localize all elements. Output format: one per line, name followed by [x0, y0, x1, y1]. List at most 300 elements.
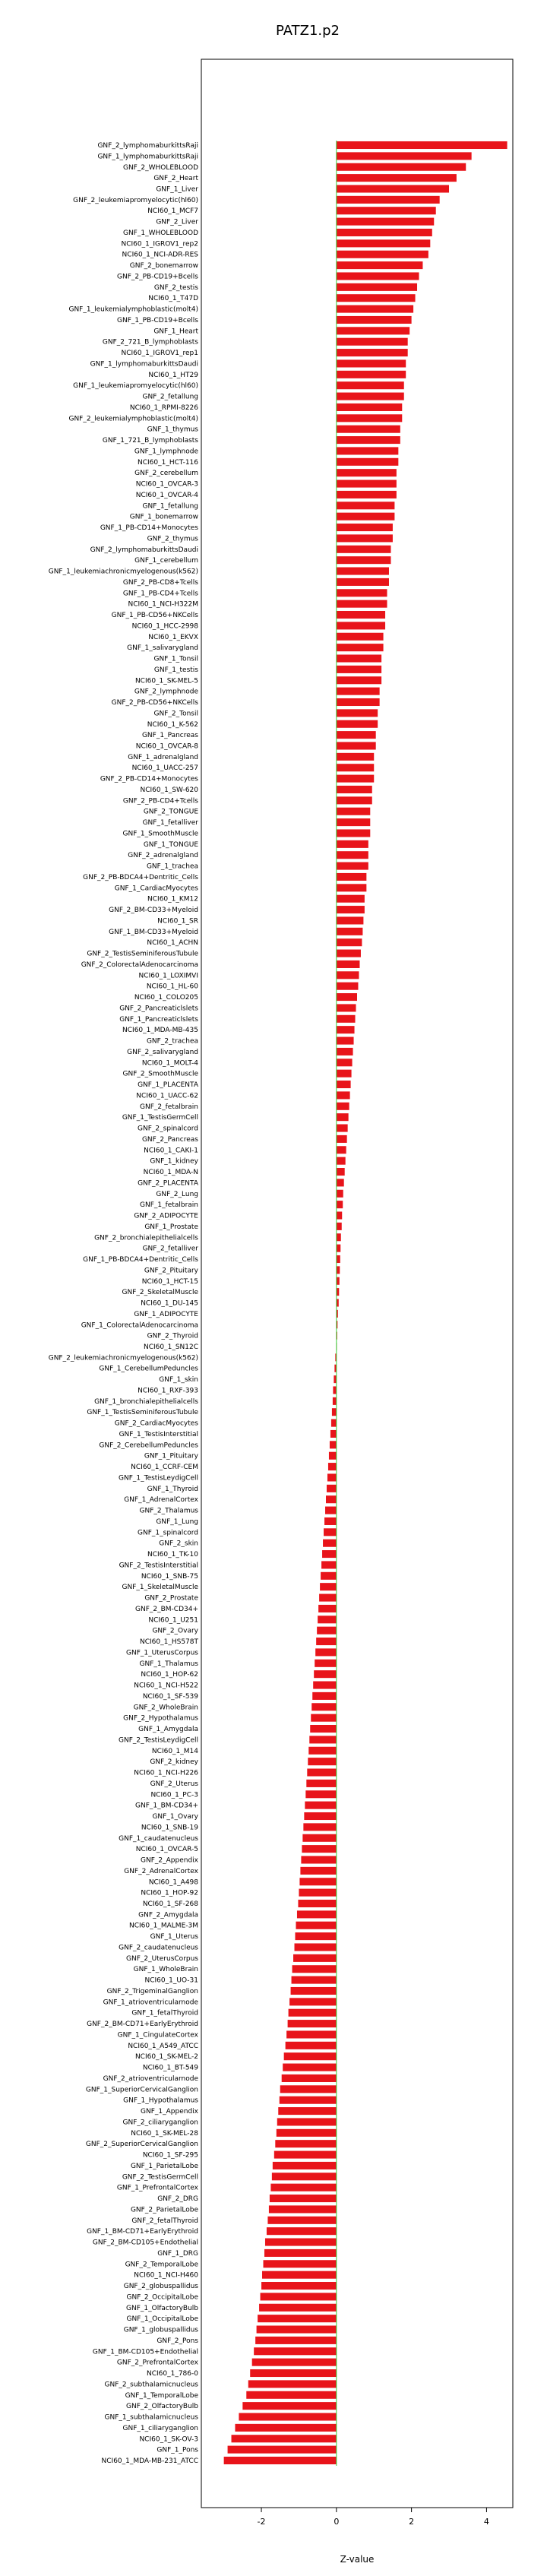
category-label: GNF_2_ParietalLobe — [130, 2206, 198, 2214]
bar — [331, 1419, 337, 1427]
category-label: NCI60_1_SNB-19 — [141, 1824, 198, 1832]
category-label: GNF_2_cerebellum — [134, 470, 198, 478]
bar — [300, 1867, 336, 1875]
bar — [337, 1113, 349, 1121]
category-label: GNF_1_thymus — [147, 426, 198, 434]
category-label: GNF_2_adrenalgland — [128, 852, 198, 860]
category-label: GNF_2_leukemiapromyelocytic(hl60) — [73, 196, 198, 204]
bar — [337, 447, 399, 454]
bar — [299, 1878, 336, 1885]
bar — [242, 2402, 336, 2410]
category-label: GNF_1_Heart — [153, 328, 198, 336]
bar — [337, 1059, 353, 1066]
category-label: GNF_2_PB-CD14+Monocytes — [100, 775, 198, 783]
category-label: GNF_2_TONGUE — [143, 808, 198, 816]
category-label: GNF_2_Appendix — [141, 1856, 198, 1865]
bar — [309, 1736, 337, 1743]
bar — [323, 1540, 337, 1547]
bar — [337, 218, 434, 226]
category-label: NCI60_1_OVCAR-8 — [135, 742, 198, 751]
category-label: GNF_1_TestisInterstitial — [119, 1430, 198, 1438]
bar — [337, 633, 384, 641]
bar — [261, 2293, 337, 2300]
bar — [232, 2435, 337, 2442]
category-label: GNF_1_Thyroid — [147, 1485, 198, 1493]
bar — [337, 371, 406, 378]
category-label: GNF_2_OlfactoryBulb — [126, 2403, 198, 2411]
category-label: GNF_1_Tonsil — [153, 655, 198, 663]
x-tick-label: 0 — [334, 2517, 340, 2527]
bar — [321, 1572, 337, 1580]
bar — [327, 1485, 337, 1492]
category-label: NCI60_1_SK-MEL-2 — [134, 2053, 198, 2062]
bar — [267, 2227, 337, 2235]
category-label: NCI60_1_MDA-MB-231_ATCC — [101, 2457, 198, 2465]
bar — [315, 1660, 337, 1667]
category-label: GNF_2_salivarygland — [127, 1048, 198, 1056]
bar — [337, 524, 393, 531]
bar — [301, 1856, 336, 1863]
category-label: GNF_1_spinalcord — [138, 1529, 198, 1537]
bar — [254, 2347, 337, 2355]
category-label: NCI60_1_LOXIMVI — [138, 972, 198, 980]
bar — [282, 2074, 337, 2082]
bar — [326, 1495, 337, 1503]
category-label: NCI60_1_CCRF-CEM — [131, 1464, 198, 1472]
bar — [250, 2369, 337, 2377]
category-label: GNF_2_Thyroid — [147, 1332, 198, 1340]
category-label: GNF_2_PB-CD56+NKCells — [111, 699, 198, 707]
bar — [330, 1441, 337, 1448]
bar — [337, 938, 362, 946]
category-label: GNF_2_Amygdala — [138, 1911, 198, 1919]
category-label: GNF_1_OlfactoryBulb — [126, 2304, 198, 2312]
category-label: NCI60_1_TK-10 — [147, 1551, 198, 1559]
category-label: NCI60_1_HOP-62 — [141, 1671, 198, 1679]
category-label: GNF_2_BM-CD105+Endothelial — [92, 2239, 198, 2247]
category-label: NCI60_1_UACC-62 — [136, 1092, 198, 1100]
bar — [288, 2020, 337, 2027]
bar — [265, 2239, 337, 2246]
category-label: GNF_2_TrigeminalGanglion — [106, 1987, 198, 1995]
bar — [337, 480, 397, 488]
category-label: NCI60_1_HCT-15 — [141, 1277, 198, 1286]
bar — [228, 2446, 337, 2454]
category-label: NCI60_1_SK-MEL-5 — [134, 677, 198, 685]
category-label: GNF_1_globuspallidus — [123, 2326, 198, 2334]
bar — [272, 2173, 337, 2180]
bar — [337, 589, 387, 597]
category-label: GNF_2_bonemarrow — [129, 262, 198, 271]
category-label: GNF_1_trachea — [146, 862, 198, 871]
category-label: GNF_1_ParietalLobe — [130, 2162, 198, 2170]
category-label: GNF_1_ciliaryganglion — [122, 2424, 198, 2432]
category-label: GNF_2_fetalliver — [142, 1245, 198, 1253]
category-label: GNF_1_fetalliver — [142, 819, 198, 828]
category-label: GNF_2_SkeletalMuscle — [122, 1289, 198, 1297]
x-axis-title: Z-value — [340, 2554, 375, 2565]
category-label: NCI60_1_COLO205 — [134, 994, 198, 1002]
bar — [248, 2380, 337, 2388]
category-label: NCI60_1_NCI-H522 — [134, 1682, 198, 1690]
bar — [337, 152, 472, 160]
bar — [337, 709, 378, 717]
category-label: GNF_1_PrefrontalCortex — [116, 2184, 198, 2192]
category-label: GNF_1_PB-BDCA4+Dentritic_Cells — [83, 1256, 198, 1264]
bar — [337, 971, 359, 979]
bar — [337, 698, 380, 706]
category-label: GNF_1_WholeBrain — [133, 1966, 198, 1974]
bar — [270, 2195, 337, 2202]
bar — [259, 2304, 337, 2312]
category-label: NCI60_1_NCI-H322M — [128, 600, 198, 609]
bar — [337, 491, 397, 498]
category-label: NCI60_1_OVCAR-5 — [135, 1846, 198, 1854]
category-label: GNF_1_PB-CD4+Tcells — [122, 590, 198, 598]
bar — [324, 1528, 337, 1536]
bar — [284, 2052, 337, 2060]
category-label: GNF_1_leukemialymphoblastic(molt4) — [68, 305, 198, 314]
category-label: NCI60_1_SF-295 — [142, 2151, 198, 2160]
bar — [337, 1223, 342, 1230]
category-label: NCI60_1_UO-31 — [144, 1976, 198, 1985]
bar — [235, 2424, 336, 2432]
bar — [322, 1550, 337, 1558]
bar — [337, 239, 430, 247]
category-label: GNF_2_kidney — [150, 1758, 198, 1767]
category-label: NCI60_1_RPMI-8226 — [129, 403, 198, 412]
bar — [318, 1605, 337, 1612]
category-label: GNF_1_Pons — [157, 2446, 198, 2454]
category-label: NCI60_1_A498 — [148, 1878, 198, 1887]
bar — [264, 2249, 337, 2257]
bar — [302, 1845, 336, 1853]
category-label: GNF_1_Amygdala — [138, 1726, 198, 1734]
bar — [293, 1954, 337, 1962]
category-label: GNF_2_ADIPOCYTE — [134, 1212, 198, 1220]
category-label: GNF_1_AdrenalCortex — [124, 1496, 198, 1505]
bar — [337, 185, 449, 192]
category-label: GNF_2_PB-CD4+Tcells — [122, 797, 198, 805]
bar — [337, 808, 370, 815]
bar — [291, 1987, 337, 1995]
bar — [337, 720, 378, 728]
category-label: GNF_2_ciliaryganglion — [122, 2119, 198, 2127]
bar — [308, 1747, 337, 1755]
category-label: GNF_2_subthalamicnucleus — [104, 2381, 198, 2389]
category-label: GNF_2_SuperiorCervicalGanglion — [85, 2141, 198, 2149]
category-label: GNF_1_PB-CD19+Bcells — [116, 316, 198, 324]
category-label: NCI60_1_SN12C — [143, 1343, 198, 1351]
category-label: NCI60_1_SF-539 — [142, 1692, 198, 1701]
bar — [337, 851, 368, 859]
category-label: GNF_1_BM-CD71+EarlyErythroid — [87, 2228, 198, 2236]
bar — [324, 1517, 337, 1525]
bar — [337, 862, 368, 870]
bar — [337, 796, 372, 804]
category-label: GNF_2_CerebellumPeduncles — [99, 1441, 198, 1450]
bar — [307, 1768, 337, 1776]
category-label: GNF_1_SmoothMuscle — [122, 830, 198, 838]
category-labels — [49, 142, 199, 2465]
category-label: NCI60_1_HCT-116 — [138, 458, 198, 467]
category-label: GNF_1_bonemarrow — [129, 513, 198, 521]
bar — [337, 1157, 346, 1165]
category-label: GNF_1_TestisLeydigCell — [119, 1474, 198, 1483]
category-label: GNF_1_leukemiapromyelocytic(hl60) — [73, 382, 198, 391]
bar — [327, 1473, 337, 1481]
bar — [270, 2184, 336, 2191]
bar — [337, 884, 367, 891]
bar — [337, 906, 365, 913]
bar — [337, 1135, 347, 1143]
bar — [337, 251, 428, 258]
category-label: NCI60_1_HS578T — [139, 1638, 198, 1647]
bar — [337, 436, 400, 444]
bar — [337, 1146, 346, 1154]
category-label: NCI60_1_NCI-H226 — [134, 1769, 198, 1777]
bar — [277, 2118, 337, 2125]
category-label: NCI60_1_EKVX — [148, 633, 198, 641]
category-label: GNF_2_Pituitary — [144, 1267, 198, 1275]
bar — [337, 666, 381, 673]
bar — [262, 2271, 337, 2279]
category-label: GNF_2_globuspallidus — [123, 2283, 198, 2291]
category-label: NCI60_1_MCF7 — [147, 207, 198, 216]
category-label: GNF_2_leukemiachronicmyelogenous(k562) — [48, 1354, 198, 1362]
category-label: NCI60_1_HOP-92 — [141, 1889, 198, 1897]
category-label: GNF_1_TONGUE — [143, 840, 198, 849]
bar — [320, 1583, 337, 1590]
bar — [311, 1703, 337, 1710]
category-label: GNF_1_CardiacMyocytes — [114, 885, 198, 893]
category-label: GNF_2_BM-CD33+Myeloid — [109, 907, 198, 915]
bar — [337, 229, 432, 236]
bar — [337, 316, 412, 324]
bar — [337, 1004, 356, 1011]
category-label: GNF_1_Liver — [156, 185, 198, 194]
category-label: GNF_2_Pons — [157, 2337, 198, 2345]
category-label: GNF_2_testis — [153, 283, 198, 292]
bar — [337, 829, 370, 837]
bar — [337, 568, 389, 575]
category-label: GNF_2_TestisGermCell — [122, 2173, 198, 2182]
category-label: GNF_1_Pancreas — [141, 732, 198, 740]
category-label: NCI60_1_SW-620 — [140, 786, 198, 794]
category-label: GNF_1_TemporalLobe — [125, 2391, 198, 2400]
bar — [337, 1037, 354, 1045]
bar — [298, 1900, 336, 1907]
bar — [337, 644, 384, 651]
category-label: GNF_2_PB-BDCA4+Dentritic_Cells — [83, 873, 198, 881]
category-label: NCI60_1_OVCAR-3 — [135, 480, 198, 489]
bar — [337, 578, 389, 586]
bar — [337, 1179, 344, 1186]
bar — [334, 1375, 336, 1383]
category-label: NCI60_1_MDA-MB-435 — [122, 1027, 198, 1035]
category-label: GNF_2_Pancreaticlslets — [119, 1005, 198, 1013]
bar — [337, 742, 376, 749]
category-label: GNF_2_PB-CD19+Bcells — [116, 273, 198, 281]
category-label: GNF_1_cerebellum — [134, 557, 198, 565]
bar — [337, 469, 397, 476]
category-label: GNF_2_UterusCorpus — [126, 1954, 198, 1963]
bar — [337, 403, 402, 411]
bar — [337, 993, 357, 1001]
bar — [319, 1594, 337, 1602]
category-label: GNF_2_thymus — [147, 535, 198, 543]
category-label: NCI60_1_IGROV1_rep1 — [121, 350, 198, 358]
category-label: GNF_2_Lung — [156, 1190, 198, 1198]
bar — [337, 1026, 355, 1033]
bar — [267, 2217, 336, 2224]
category-label: GNF_2_Prostate — [144, 1594, 198, 1603]
category-label: GNF_1_salivarygland — [127, 644, 198, 653]
category-label: GNF_2_fetallung — [142, 393, 198, 401]
bar — [325, 1507, 337, 1514]
bar — [337, 731, 376, 739]
bar — [337, 1048, 353, 1055]
bar — [337, 840, 368, 848]
bar — [275, 2140, 337, 2147]
bar — [337, 1190, 343, 1198]
bar — [299, 1889, 336, 1897]
category-label: GNF_2_DRG — [157, 2195, 198, 2204]
category-label: NCI60_1_ACHN — [147, 939, 198, 948]
category-label: GNF_1_721_B_lymphoblasts — [102, 437, 198, 445]
category-label: GNF_1_fetallung — [142, 502, 198, 511]
category-label: NCI60_1_OVCAR-4 — [135, 491, 198, 499]
bar — [337, 513, 395, 521]
bar — [337, 895, 365, 903]
category-label: GNF_2_WholeBrain — [133, 1704, 198, 1712]
bar — [337, 426, 400, 433]
bar — [258, 2315, 337, 2322]
bar — [257, 2326, 337, 2334]
category-label: GNF_2_skin — [159, 1540, 198, 1548]
bar — [337, 458, 399, 466]
bar — [286, 2030, 337, 2038]
category-label: GNF_1_TestisGermCell — [122, 1114, 198, 1122]
category-label: GNF_2_fetalThyroid — [131, 2217, 198, 2225]
bar — [330, 1430, 337, 1438]
bar — [337, 272, 419, 280]
category-label: GNF_1_skin — [159, 1376, 198, 1385]
category-label: GNF_1_TestisSeminiferousTubule — [87, 1409, 198, 1417]
category-label: GNF_1_ColorectalAdenocarcinoma — [81, 1321, 198, 1330]
category-label: GNF_2_PrefrontalCortex — [116, 2359, 198, 2367]
bar — [337, 207, 436, 214]
category-label: GNF_1_Lung — [156, 1517, 198, 1526]
bar — [337, 414, 402, 422]
category-label: GNF_1_Pituitary — [144, 1452, 198, 1460]
category-label: NCI60_1_BT-549 — [142, 2064, 198, 2072]
category-label: NCI60_1_M14 — [151, 1747, 198, 1755]
category-label: GNF_1_OccipitalLobe — [126, 2315, 198, 2324]
category-label: GNF_1_UterusCorpus — [126, 1649, 198, 1657]
category-label: NCI60_1_CAKI-1 — [144, 1147, 198, 1155]
category-label: GNF_2_lymphomaburkittsDaudi — [90, 546, 198, 554]
category-label: GNF_1_BM-CD105+Endothelial — [92, 2348, 198, 2356]
category-label: GNF_1_ADIPOCYTE — [134, 1310, 198, 1318]
bar — [337, 676, 381, 684]
category-label: GNF_2_PLACENTA — [138, 1179, 198, 1188]
category-label: NCI60_1_HT29 — [148, 371, 198, 379]
bar — [337, 556, 391, 564]
category-label: NCI60_1_IGROV1_rep2 — [121, 240, 198, 248]
category-label: GNF_1_atrioventricularnode — [103, 1998, 198, 2007]
bar — [297, 1910, 337, 1918]
category-label: GNF_1_WHOLEBLOOD — [122, 229, 198, 237]
bar — [274, 2151, 337, 2159]
category-label: GNF_1_Thalamus — [139, 1660, 198, 1668]
category-label: NCI60_1_SNB-75 — [141, 1572, 198, 1581]
category-label: GNF_2_721_B_lymphoblasts — [102, 338, 198, 347]
category-label: GNF_1_kidney — [150, 1157, 198, 1166]
bar — [337, 502, 395, 509]
bar — [304, 1812, 336, 1820]
bar — [283, 2064, 337, 2071]
bar — [310, 1725, 337, 1733]
bar — [286, 2042, 337, 2049]
category-label: NCI60_1_DU-145 — [141, 1299, 198, 1308]
bar — [337, 327, 409, 334]
bar — [337, 1103, 349, 1110]
bar — [337, 1201, 343, 1208]
bar — [337, 1070, 352, 1078]
category-label: GNF_2_AdrenalCortex — [124, 1867, 198, 1875]
bar — [317, 1627, 337, 1635]
bar — [337, 1125, 348, 1132]
bar — [337, 1255, 340, 1263]
category-label: GNF_1_CerebellumPeduncles — [99, 1365, 198, 1373]
category-label: GNF_2_TestisLeydigCell — [119, 1736, 198, 1745]
category-label: GNF_2_TestisSeminiferousTubule — [87, 950, 198, 958]
bar — [337, 688, 380, 695]
category-label: NCI60_1_PC-3 — [150, 1791, 198, 1799]
category-label: GNF_2_PB-CD8+Tcells — [122, 578, 198, 587]
category-label: NCI60_1_MDA-N — [143, 1169, 198, 1177]
bar — [332, 1408, 337, 1416]
bar — [333, 1397, 337, 1405]
category-label: GNF_2_Ovary — [152, 1627, 198, 1635]
bar — [337, 983, 359, 990]
category-label: GNF_2_caudatenucleus — [119, 1944, 198, 1952]
category-label: NCI60_1_U251 — [148, 1616, 198, 1625]
bar — [337, 381, 404, 389]
category-label: GNF_2_lymphomaburkittsRaji — [97, 142, 198, 150]
bar — [337, 174, 457, 182]
bar — [224, 2457, 337, 2464]
category-label: GNF_1_Uterus — [150, 1933, 198, 1941]
category-label: GNF_1_DRG — [157, 2249, 198, 2258]
bar — [269, 2205, 337, 2213]
bar — [337, 1277, 340, 1285]
category-label: GNF_1_leukemiachronicmyelogenous(k562) — [48, 568, 198, 576]
bar — [337, 283, 417, 291]
bar — [305, 1802, 336, 1809]
category-label: GNF_1_Prostate — [144, 1223, 198, 1231]
x-tick-label: -2 — [257, 2517, 266, 2527]
category-label: GNF_2_leukemialymphoblastic(molt4) — [68, 415, 198, 423]
x-tick-label: 2 — [409, 2517, 415, 2527]
category-label: GNF_1_testis — [153, 666, 198, 674]
bar — [337, 359, 406, 367]
category-label: GNF_1_Pancreaticlslets — [119, 1015, 198, 1024]
bar — [280, 2085, 337, 2093]
category-label: NCI60_1_MOLT-4 — [141, 1059, 198, 1068]
category-label: GNF_2_Liver — [156, 218, 198, 226]
